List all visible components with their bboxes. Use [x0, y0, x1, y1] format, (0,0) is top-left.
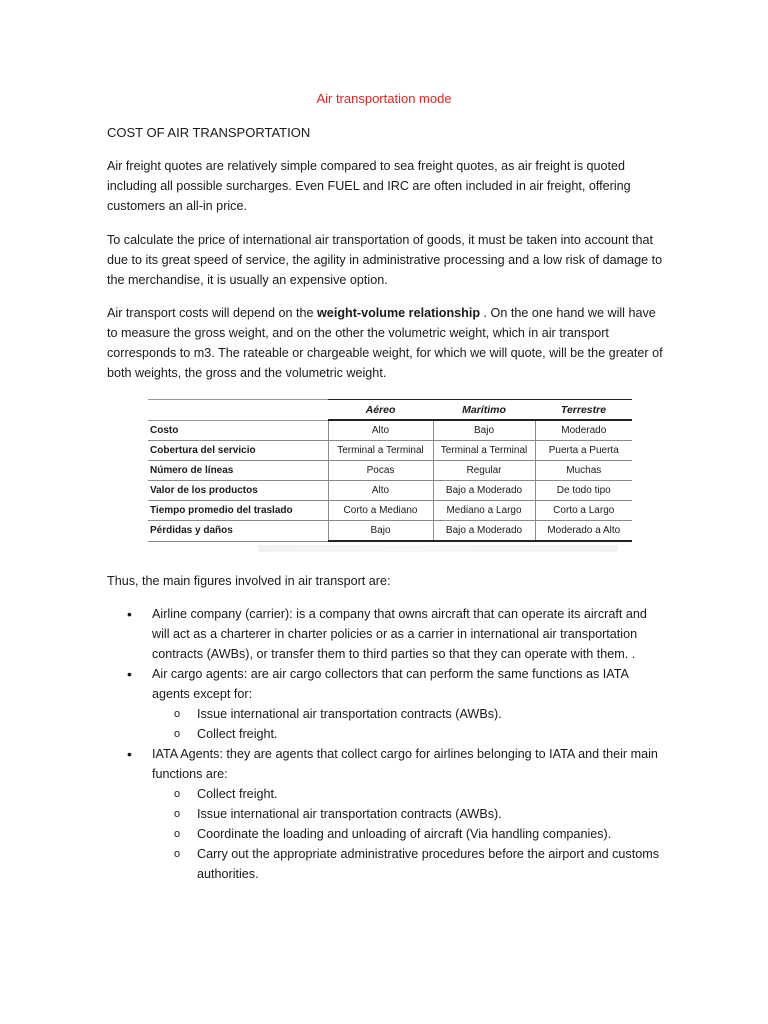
table-row-label: Costo — [148, 420, 328, 441]
paragraph-air-freight-quotes: Air freight quotes are relatively simple compared to sea freight quotes, as air freight is quoted including all possible surcharges. Even FUEL and IRC are often included in air freight, offering customers an all-in price. — [107, 159, 631, 213]
paragraph-weight-volume — [107, 303, 667, 383]
cargo-agents-sublist — [152, 704, 667, 744]
section-heading: COST OF AIR TRANSPORTATION — [107, 125, 311, 140]
table-cell: Pocas — [328, 461, 433, 481]
iata-agents-sublist — [152, 784, 667, 884]
table-row — [148, 521, 632, 542]
sublist-item: o Coordinate the loading and unloading of aircraft (Via handling companies). — [152, 824, 667, 844]
faded-table-caption — [258, 545, 618, 552]
list-item-cargo-agents — [107, 664, 667, 744]
table-cell: Mediano a Largo — [433, 501, 535, 521]
paragraph-text-before: Air transport costs will depend on the — [107, 306, 318, 320]
weight-volume-term: weight-volume relationship — [317, 306, 481, 320]
table-cell: Bajo a Moderado — [433, 521, 535, 542]
sublist-item: o Issue international air transportation contracts (AWBs). — [152, 804, 667, 824]
table-cell: Alto — [328, 420, 433, 441]
table-cell: Moderado — [535, 420, 632, 441]
table-row — [148, 481, 632, 501]
table-cell: Terminal a Terminal — [328, 441, 433, 461]
sublist-item: o Collect freight. — [152, 784, 667, 804]
list-item-carrier — [107, 604, 667, 664]
table-cell: Puerta a Puerta — [535, 441, 632, 461]
table-cell: Bajo — [328, 521, 433, 542]
table-header-row — [148, 400, 632, 421]
list-item-text: IATA Agents: they are agents that collect cargo for airlines belonging to IATA and their main functions are: — [152, 747, 658, 781]
sublist-item: o Collect freight. — [152, 724, 667, 744]
table-header-air: Aéreo — [328, 400, 433, 421]
table-cell: Bajo a Moderado — [433, 481, 535, 501]
table-row — [148, 501, 632, 521]
main-figures-list — [107, 604, 667, 884]
list-item-text: Air cargo agents: are air cargo collectors that can perform the same functions as IATA agents except for: — [152, 667, 629, 701]
table-cell: Corto a Largo — [535, 501, 632, 521]
table-row-label: Tiempo promedio del traslado — [148, 501, 328, 521]
table-header-blank — [148, 400, 328, 421]
table-cell: Alto — [328, 481, 433, 501]
sublist-item: o Issue international air transportation contracts (AWBs). — [152, 704, 667, 724]
transport-comparison-table — [148, 399, 632, 559]
paragraph-price-calculation: To calculate the price of international air transportation of goods, it must be taken into account that due to its great speed of service, the agility in administrative processing and a low risk of damage to the merchandise, it is usually an expensive option. — [107, 233, 663, 287]
table-cell: Moderado a Alto — [535, 521, 632, 542]
table-row-label: Pérdidas y daños — [148, 521, 328, 542]
table-cell: Bajo — [433, 420, 535, 441]
list-item-iata-agents — [107, 744, 667, 884]
table-row — [148, 420, 632, 441]
table-cell: Terminal a Terminal — [433, 441, 535, 461]
list-item-text: Airline company (carrier): is a company that owns aircraft that can operate its aircraft and will act as a charterer in charter policies or as a carrier in international air transportation contracts (AWBs), or transfer them to third parties so that they can operate with them. . — [152, 607, 647, 661]
table-cell: Corto a Mediano — [328, 501, 433, 521]
table-header-sea: Marítimo — [433, 400, 535, 421]
paragraph-text-after: . On the one hand we will have to measure the gross weight, and on the other the volumetric weight, which in air transport corresponds to m3. The rateable or chargeable weight, for which we will quote, will be the greater of both weights, the gross and the volumetric weight. — [107, 306, 663, 380]
sublist-item: o Carry out the appropriate administrative procedures before the airport and customs authorities. — [152, 844, 667, 884]
table-row-label: Número de líneas — [148, 461, 328, 481]
table-row — [148, 441, 632, 461]
table-cell: Regular — [433, 461, 535, 481]
table-header-land: Terrestre — [535, 400, 632, 421]
table-row-label: Valor de los productos — [148, 481, 328, 501]
table-row-label: Cobertura del servicio — [148, 441, 328, 461]
paragraph-main-figures: Thus, the main figures involved in air transport are: — [107, 574, 391, 588]
table-cell: Muchas — [535, 461, 632, 481]
table-row — [148, 461, 632, 481]
table-cell: De todo tipo — [535, 481, 632, 501]
document-title: Air transportation mode — [316, 91, 452, 106]
